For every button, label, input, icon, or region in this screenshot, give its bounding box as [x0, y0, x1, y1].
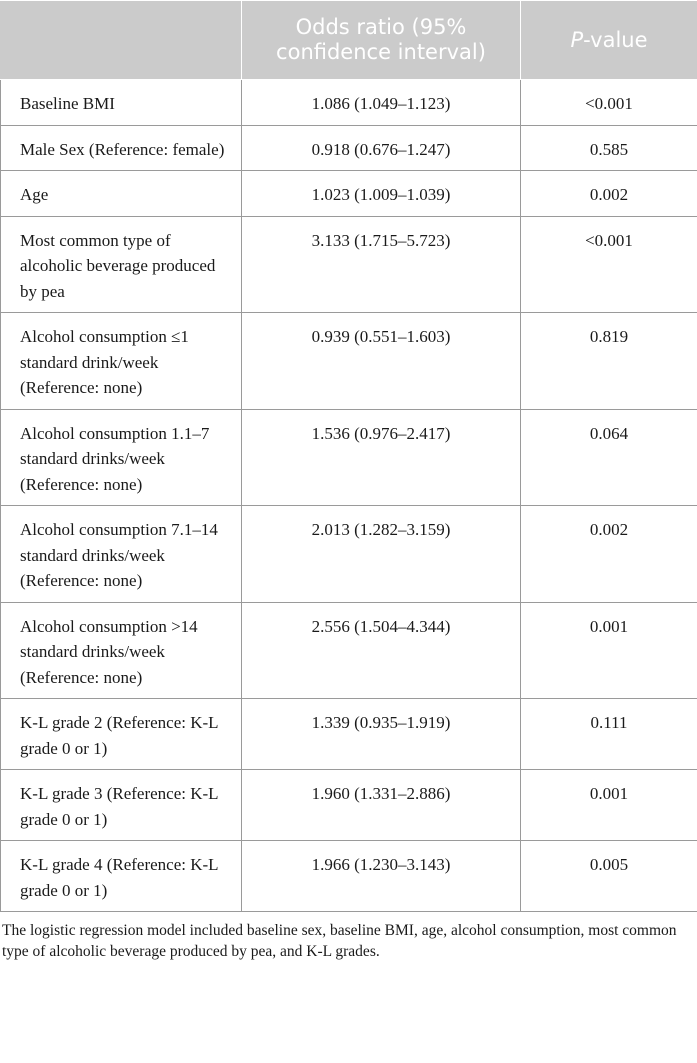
header-p-value-italic: P	[570, 27, 584, 52]
header-odds-ratio: Odds ratio (95% confidence interval)	[242, 1, 521, 80]
row-variable: K-L grade 3 (Reference: K-L grade 0 or 1)	[1, 770, 242, 841]
table-row	[1, 125, 697, 171]
row-odds-ratio: 0.918 (0.676–1.247)	[242, 125, 521, 171]
row-p-value: 0.002	[521, 171, 697, 217]
row-p-value: 0.585	[521, 125, 697, 171]
row-variable: Most common type of alcoholic beverage produced by pea	[1, 216, 242, 313]
row-odds-ratio: 3.133 (1.715–5.723)	[242, 216, 521, 313]
row-variable: Alcohol consumption 7.1–14 standard drinks/week (Reference: none)	[1, 506, 242, 603]
header-variable	[1, 1, 242, 80]
row-variable: Alcohol consumption 1.1–7 standard drinks/week (Reference: none)	[1, 409, 242, 506]
header-p-value	[521, 1, 697, 80]
row-p-value: <0.001	[521, 216, 697, 313]
row-odds-ratio: 1.339 (0.935–1.919)	[242, 699, 521, 770]
row-variable: Male Sex (Reference: female)	[1, 125, 242, 171]
table-body	[1, 80, 697, 912]
row-odds-ratio: 2.556 (1.504–4.344)	[242, 602, 521, 699]
row-variable: K-L grade 4 (Reference: K-L grade 0 or 1)	[1, 841, 242, 912]
row-p-value: 0.005	[521, 841, 697, 912]
row-odds-ratio: 1.960 (1.331–2.886)	[242, 770, 521, 841]
table-footnote: The logistic regression model included baseline sex, baseline BMI, age, alcohol consumption, most common type of alcoholic beverage produced by pea, and K-L grades.	[2, 922, 677, 960]
table-row	[1, 313, 697, 410]
table-row	[1, 841, 697, 912]
row-p-value: 0.064	[521, 409, 697, 506]
row-p-value: 0.111	[521, 699, 697, 770]
row-variable: K-L grade 2 (Reference: K-L grade 0 or 1)	[1, 699, 242, 770]
row-p-value: 0.001	[521, 770, 697, 841]
table-row	[1, 770, 697, 841]
row-odds-ratio: 1.023 (1.009–1.039)	[242, 171, 521, 217]
row-variable: Alcohol consumption >14 standard drinks/week (Reference: none)	[1, 602, 242, 699]
row-odds-ratio: 2.013 (1.282–3.159)	[242, 506, 521, 603]
table-row	[1, 409, 697, 506]
row-variable: Age	[1, 171, 242, 217]
header-row	[1, 1, 697, 80]
row-odds-ratio: 1.966 (1.230–3.143)	[242, 841, 521, 912]
table-row	[1, 171, 697, 217]
row-p-value: 0.001	[521, 602, 697, 699]
header-p-value-rest: -value	[583, 27, 648, 52]
table-row	[1, 80, 697, 126]
row-p-value: 0.819	[521, 313, 697, 410]
row-variable: Alcohol consumption ≤1 standard drink/week (Reference: none)	[1, 313, 242, 410]
row-p-value: <0.001	[521, 80, 697, 126]
table-row	[1, 602, 697, 699]
table-row	[1, 699, 697, 770]
table-row	[1, 506, 697, 603]
table-row	[1, 216, 697, 313]
row-p-value: 0.002	[521, 506, 697, 603]
row-variable: Baseline BMI	[1, 80, 242, 126]
row-odds-ratio: 1.086 (1.049–1.123)	[242, 80, 521, 126]
row-odds-ratio: 1.536 (0.976–2.417)	[242, 409, 521, 506]
row-odds-ratio: 0.939 (0.551–1.603)	[242, 313, 521, 410]
